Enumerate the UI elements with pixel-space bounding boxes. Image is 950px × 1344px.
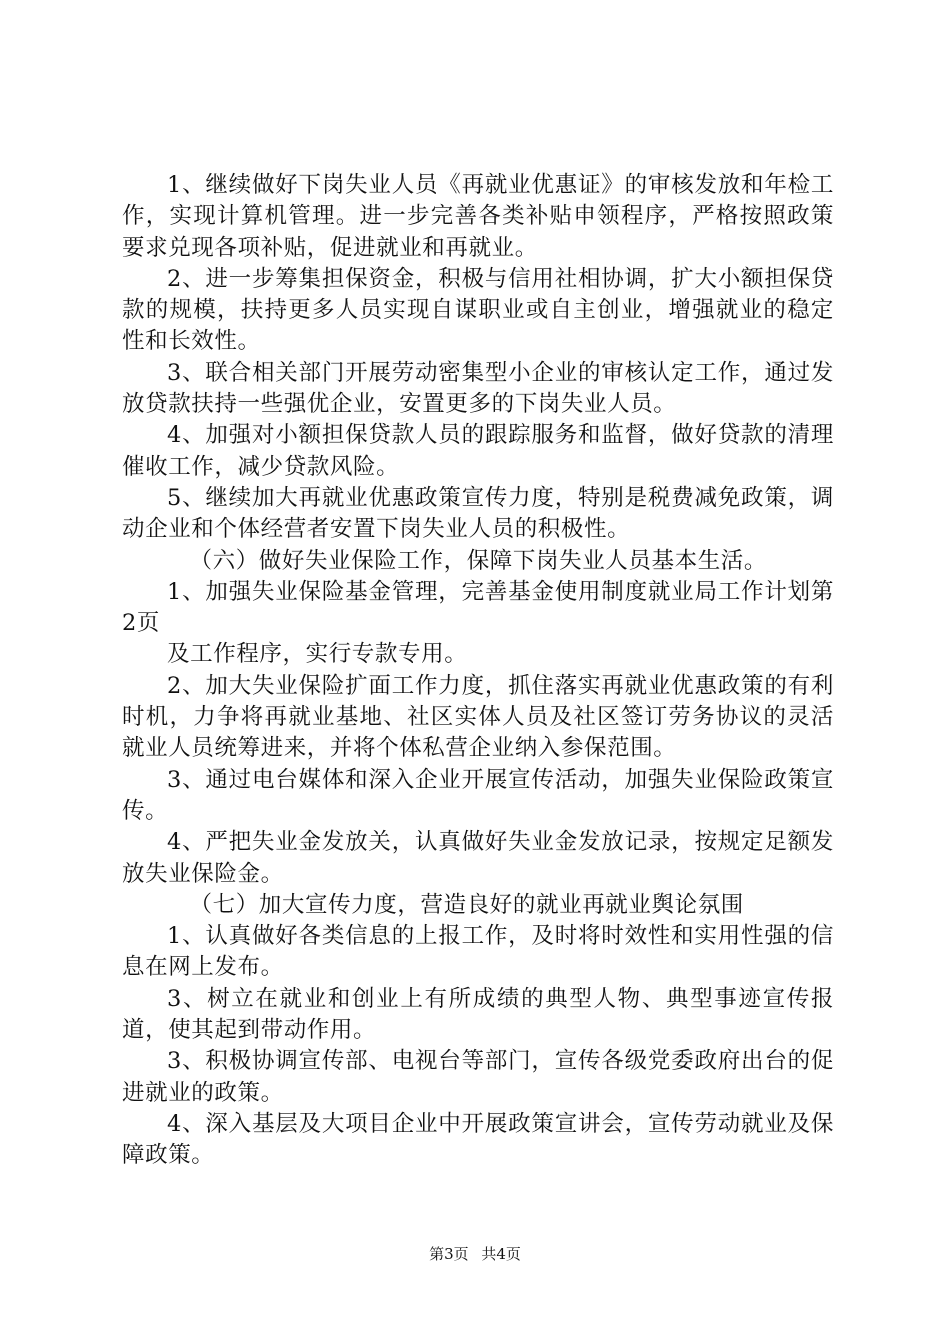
page-total: 共4页 <box>481 1245 521 1263</box>
paragraph-6-2: 2、加大失业保险扩面工作力度，抓住落实再就业优惠政策的有利时机，力争将再就业基地、社区实体人员及社区签订劳务协议的灵活就业人员统筹进来，并将个体私营企业纳入参保范围。 <box>122 672 834 762</box>
paragraph-6-4: 4、严把失业金发放关，认真做好失业金发放记录，按规定足额发放失业保险金。 <box>122 829 834 887</box>
page-footer <box>0 1244 950 1264</box>
paragraph-7-3b: 3、积极协调宣传部、电视台等部门，宣传各级党委政府出台的促进就业的政策。 <box>122 1048 834 1106</box>
paragraph-5: 5、继续加大再就业优惠政策宣传力度，特别是税费减免政策，调动企业和个体经营者安置下岗失业人员的积极性。 <box>122 484 834 543</box>
section-heading-6: （六）做好失业保险工作，保障下岗失业人员基本生活。 <box>189 547 768 574</box>
paragraph-6-1-cont: 及工作程序，实行专款专用。 <box>167 641 468 668</box>
paragraph-1: 1、继续做好下岗失业人员《再就业优惠证》的审核发放和年检工作，实现计算机管理。进一步完善各类补贴申领程序，严格按照政策要求兑现各项补贴，促进就业和再就业。 <box>122 172 834 261</box>
paragraph-6-3: 3、通过电台媒体和深入企业开展宣传活动，加强失业保险政策宣传。 <box>122 766 834 824</box>
document-body <box>122 170 834 1172</box>
paragraph-4: 4、加强对小额担保贷款人员的跟踪服务和监督，做好贷款的清理催收工作，减少贷款风险。 <box>122 422 834 480</box>
paragraph-2: 2、进一步筹集担保资金，积极与信用社相协调，扩大小额担保贷款的规模，扶持更多人员实现自谋职业或自主创业，增强就业的稳定性和长效性。 <box>122 265 834 355</box>
section-heading-7: （七）加大宣传力度，营造良好的就业再就业舆论氛围 <box>189 891 744 918</box>
paragraph-7-1: 1、认真做好各类信息的上报工作，及时将时效性和实用性强的信息在网上发布。 <box>122 923 834 981</box>
paragraph-7-3a: 3、树立在就业和创业上有所成绩的典型人物、典型事迹宣传报道，使其起到带动作用。 <box>122 985 834 1044</box>
paragraph-7-4: 4、深入基层及大项目企业中开展政策宣讲会，宣传劳动就业及保障政策。 <box>122 1110 834 1169</box>
paragraph-6-1: 1、加强失业保险基金管理，完善基金使用制度就业局工作计划第2页 <box>122 578 834 637</box>
paragraph-3: 3、联合相关部门开展劳动密集型小企业的审核认定工作，通过发放贷款扶持一些强优企业，安置更多的下岗失业人员。 <box>122 359 834 418</box>
page-number: 第3页 <box>429 1245 469 1263</box>
